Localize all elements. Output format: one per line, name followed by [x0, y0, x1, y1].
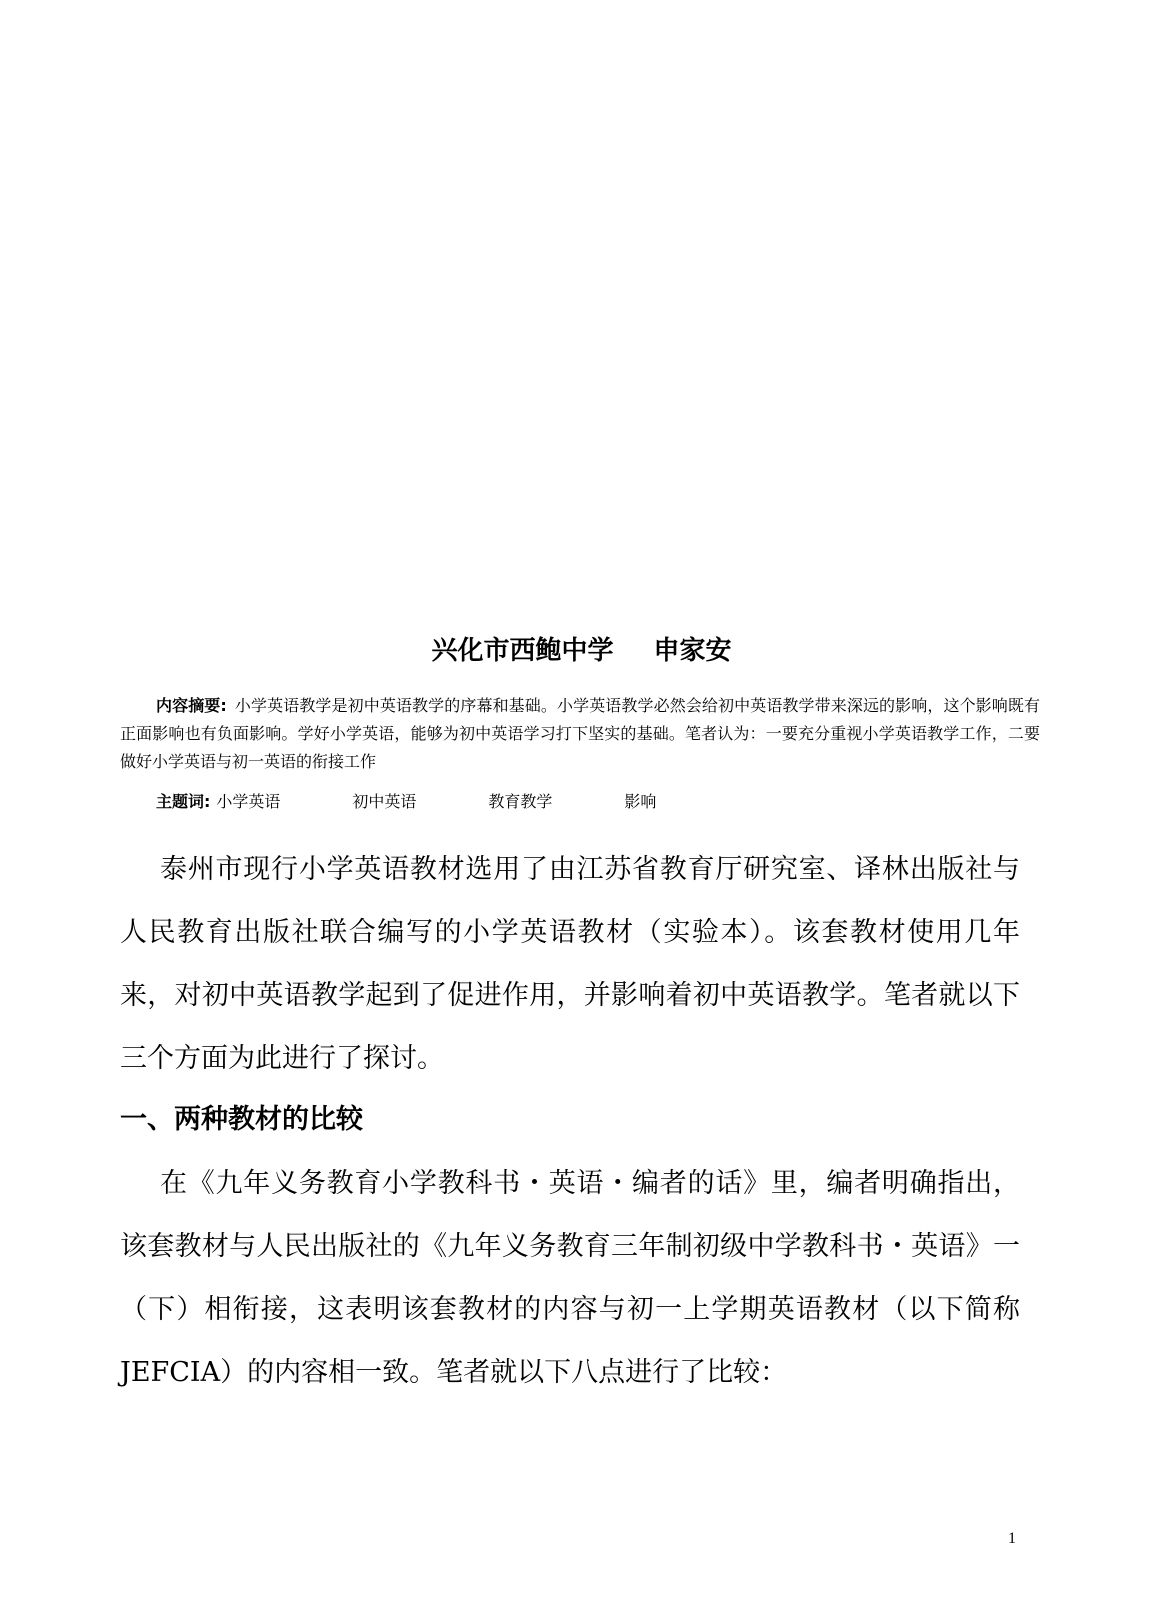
- keyword-item: 教育教学: [488, 792, 553, 811]
- keyword-item: 影响: [624, 792, 657, 811]
- author-byline: [0, 633, 1163, 669]
- keywords: [156, 788, 656, 816]
- abstract: [120, 692, 1040, 776]
- abstract-text: 小学英语教学是初中英语教学的序幕和基础。小学英语教学必然会给初中英语教学带来深远的影响，这个影响既有正面影响也有负面影响。学好小学英语，能够为初中英语学习打下坚实的基础。笔者认为：一要充分重视小学英语教学工作，二要做好小学英语与初一英语的衔接工作: [120, 696, 1040, 771]
- keywords-label: 主题词:: [156, 792, 211, 811]
- keyword-item: 小学英语: [216, 792, 281, 811]
- body-paragraph: 泰州市现行小学英语教材选用了由江苏省教育厅研究室、译林出版社与人民教育出版社联合编写的小学英语教材（实验本）。该套教材使用几年来，对初中英语教学起到了促进作用，并影响着初中英语教学。笔者就以下三个方面为此进行了探讨。: [120, 854, 1020, 1074]
- school-name: 兴化市西鲍中学: [431, 636, 614, 666]
- body-paragraph: 在《九年义务教育小学教科书・英语・编者的话》里，编者明确指出，该套教材与人民出版社的《九年义务教育三年制初级中学教科书・英语》一（下）相衔接，这表明该套教材的内容与初一上学期英语教材（以下简称 JEFCIA）的内容相一致。笔者就以下八点进行了比较：: [120, 1168, 1020, 1388]
- keyword-item: 初中英语: [352, 792, 417, 811]
- section-heading: 一、两种教材的比较: [120, 1104, 363, 1135]
- abstract-label: 内容摘要:: [156, 696, 227, 715]
- author-name: 申家安: [653, 636, 732, 666]
- page-number: 1: [1008, 1530, 1016, 1547]
